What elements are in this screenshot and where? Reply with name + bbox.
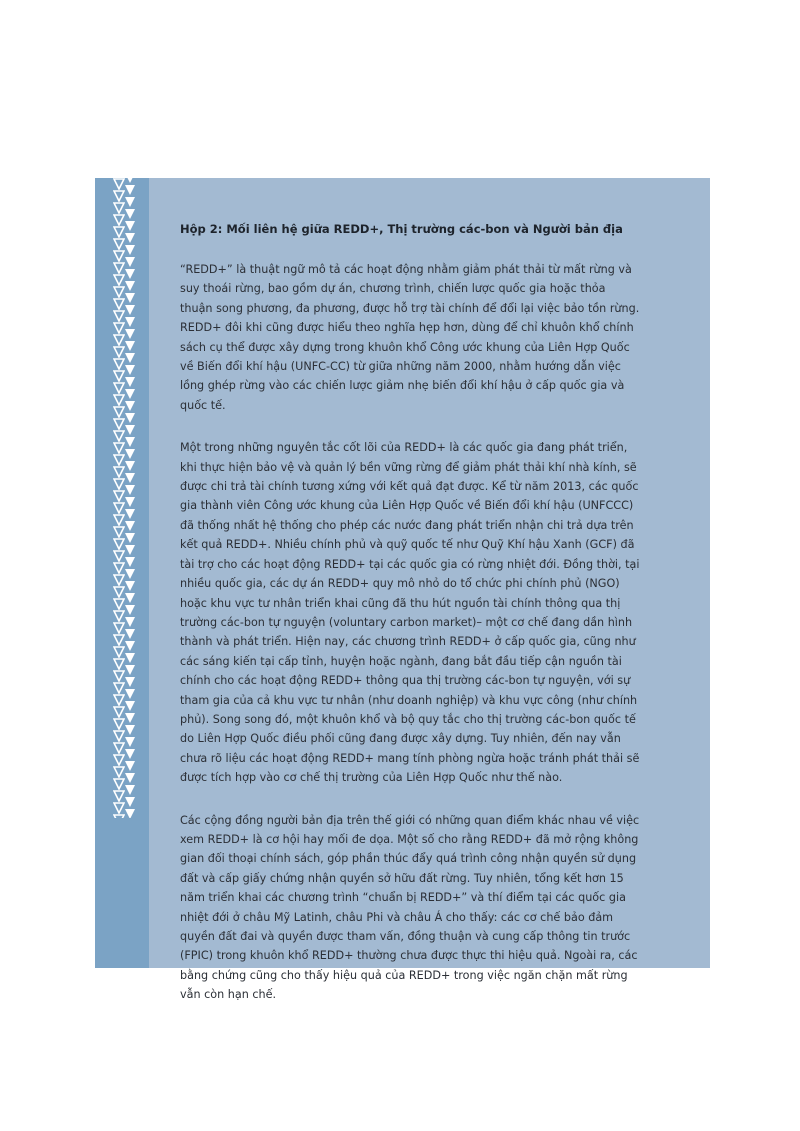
decorative-side-stripe (95, 178, 149, 968)
triangle-pattern-icon (113, 178, 135, 818)
filled-triangle-column (124, 178, 135, 818)
paragraph-redd-definition: “REDD+” là thuật ngữ mô tả các hoạt động nhằm giảm phát thải từ mất rừng và suy thoái rừng, bao gồm dự án, chương trình, chiến lược quốc gia hoặc thỏa thuận song phương, đa phương, được hỗ trợ tài chính để đổi lại việc bảo tồn rừng. REDD+ đôi khi cũng được hiểu theo nghĩa hẹp hơn, dùng để chỉ khuôn khổ chính sách cụ thể được xây dựng trong khuôn khổ Công ước khung của Liên Hợp Quốc về Biến đổi khí hậu (UNFC-CC) từ giữa những năm 2000, nhằm hướng dẫn việc lồng ghép rừng vào các chiến lược giảm nhẹ biến đổi khí hậu ở cấp quốc gia và quốc tế. (180, 263, 640, 412)
paragraph-redd-principles: Một trong những nguyên tắc cốt lõi của REDD+ là các quốc gia đang phát triển, khi thực hiện bảo vệ và quản lý bền vững rừng để giảm phát thải khí nhà kính, sẽ được chi trả tài chính tương xứng với kết quả đạt được. Kể từ năm 2013, các quốc gia thành viên Công ước khung của Liên Hợp Quốc về Biến đổi khí hậu (UNFCCC) đã thống nhất hệ thống cho phép các nước đang phát triển nhận chi trả dựa trên kết quả REDD+. Nhiều chính phủ và quỹ quốc tế như Quỹ Khí hậu Xanh (GCF) đã tài trợ cho các hoạt động REDD+ tại các quốc gia có rừng nhiệt đới. Đồng thời, tại nhiều quốc gia, các dự án REDD+ quy mô nhỏ do tổ chức phi chính phủ (NGO) hoặc khu vực tư nhân triển khai cũng đã thu hút nguồn tài chính thông qua thị trường các-bon tự nguyện (voluntary carbon market)– một cơ chế đang dần hình thành và phát triển. Hiện nay, các chương trình REDD+ ở cấp quốc gia, cũng như các sáng kiến tại cấp tỉnh, huyện hoặc ngành, đang bắt đầu tiếp cận nguồn tài chính cho các hoạt động REDD+ thông qua thị trường các-bon tự nguyện, với sự tham gia của cả khu vực tư nhân (như doanh nghiệp) và khu vực công (như chính phủ). Song song đó, một khuôn khổ và bộ quy tắc cho thị trường các-bon quốc tế do Liên Hợp Quốc điều phối cũng đang được xây dựng. Tuy nhiên, đến nay vẫn chưa rõ liệu các hoạt động REDD+ mang tính phòng ngừa hoặc tránh phát thải sẽ được tích hợp vào cơ chế thị trường của Liên Hợp Quốc như thế nào. (180, 441, 640, 785)
paragraph-indigenous-views: Các cộng đồng người bản địa trên thế giới có những quan điểm khác nhau về việc xem REDD+ là cơ hội hay mối đe dọa. Một số cho rằng REDD+ đã mở rộng không gian đối thoại chính sách, góp phần thúc đẩy quá trình công nhận quyền sử dụng đất và cấp giấy chứng nhận quyền sở hữu đất rừng. Tuy nhiên, tổng kết hơn 15 năm triển khai các chương trình “chuẩn bị REDD+” và thí điểm tại các quốc gia nhiệt đới ở châu Mỹ Latinh, châu Phi và châu Á cho thấy: các cơ chế bảo đảm quyền đất đai và quyền được tham vấn, đồng thuận và cung cấp thông tin trước (FPIC) trong khuôn khổ REDD+ thường chưa được thực thi hiệu quả. Ngoài ra, các bằng chứng cũng cho thấy hiệu quả của REDD+ trong việc ngăn chặn mất rừng vẫn còn hạn chế. (180, 813, 640, 1002)
box-title: Hộp 2: Mối liên hệ giữa REDD+, Thị trường các-bon và Người bản địa (180, 222, 623, 236)
info-box (95, 178, 710, 1002)
box-content (180, 222, 640, 1028)
